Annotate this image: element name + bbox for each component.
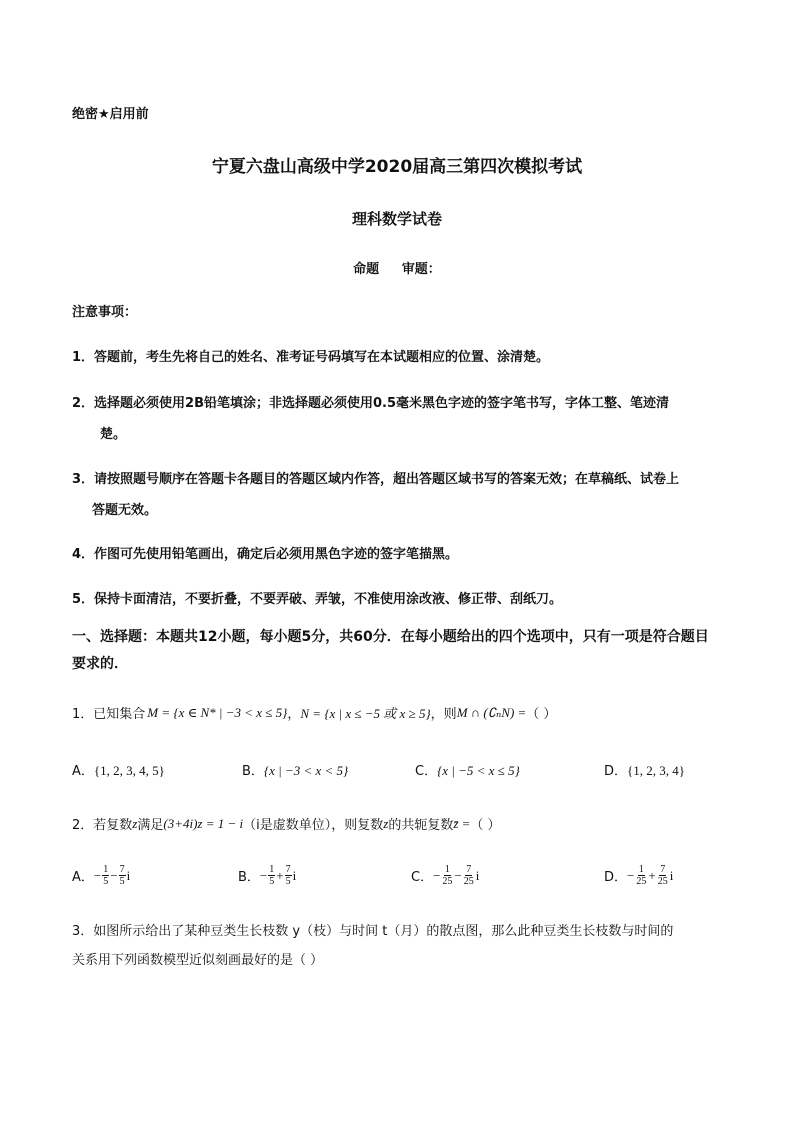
q1-blank: （ ）	[526, 707, 557, 722]
option-label: C．	[415, 764, 438, 779]
option-text: {x | −3 < x < 5}	[263, 763, 349, 778]
q2-option-d[interactable]	[604, 864, 673, 887]
fraction	[268, 864, 275, 887]
q1-option-b[interactable]	[242, 760, 348, 779]
q1-set-m: M = {x ∈ N* | −3 < x ≤ 5}	[147, 704, 288, 720]
denominator: 25	[442, 876, 453, 887]
option-label: A．	[72, 870, 94, 885]
question-1-stem	[72, 703, 556, 722]
numerator: 1	[103, 864, 109, 875]
option-label: A．	[72, 764, 94, 779]
q1-expression: M ∩ (∁ₙN) =	[456, 704, 527, 720]
question-3-stem: 3．如图所示给出了某种豆类生长枝数 y（枝）与时间 t（月）的散点图，那么此种豆类生长枝数与时间的	[72, 924, 674, 939]
q1-option-d[interactable]	[604, 760, 685, 779]
numerator: 7	[466, 864, 472, 875]
section-heading-cont: 要求的．	[72, 656, 128, 672]
q2-text: 满足	[137, 818, 164, 833]
imaginary-unit: i	[126, 867, 131, 883]
numerator: 7	[119, 864, 125, 875]
q1-text: ，则	[430, 707, 457, 722]
exam-title: 宁夏六盘山高级中学2020届高三第四次模拟考试	[211, 157, 583, 177]
sign: −	[93, 867, 102, 883]
q1-sep: ，	[287, 707, 301, 722]
question-2-stem	[72, 814, 501, 833]
fraction	[119, 864, 126, 887]
fraction	[102, 864, 109, 887]
sign: +	[648, 867, 656, 883]
denominator: 25	[636, 876, 647, 887]
q2-var-z: z	[383, 815, 389, 831]
numerator: 1	[444, 864, 450, 875]
q2-equation: (3+4i)z = 1 − i	[163, 815, 244, 831]
notes-heading: 注意事项：	[72, 305, 138, 320]
section-heading: 一、选择题：本题共12小题，每小题5分，共60分．在每小题给出的四个选项中，只有一项是符合题目	[72, 629, 709, 645]
fraction	[285, 864, 292, 887]
q1-option-c[interactable]	[415, 760, 520, 779]
q2-blank: （ ）	[470, 818, 501, 833]
note-item: 3．请按照题号顺序在答题卡各题目的答题区域内作答，超出答题区域书写的答案无效；在草稿纸、试卷上	[72, 472, 680, 487]
q2-text: 的共轭复数	[388, 818, 454, 833]
author-line: 命题 审题：	[353, 262, 441, 277]
option-label: D．	[604, 870, 628, 885]
option-label: B．	[238, 870, 260, 885]
exam-subtitle: 理科数学试卷	[351, 210, 442, 228]
numerator: 1	[638, 864, 644, 875]
note-item: 5．保持卡面清洁，不要折叠，不要弄破、弄皱，不准使用涂改液、修正带、刮纸刀。	[72, 592, 563, 607]
option-label: D．	[604, 764, 628, 779]
denominator: 25	[463, 876, 474, 887]
note-item: 1．答题前，考生先将自己的姓名、准考证号码填写在本试题相应的位置、涂清楚。	[72, 350, 550, 365]
numerator: 7	[660, 864, 666, 875]
denominator: 25	[657, 876, 668, 887]
q2-conjugate: z̄ =	[453, 815, 471, 831]
option-label: B．	[242, 764, 264, 779]
option-label: C．	[411, 870, 434, 885]
sign: +	[276, 867, 284, 883]
question-3-stem-cont: 关系用下列函数模型近似刻画最好的是（ ）	[72, 953, 324, 968]
q1-option-a[interactable]	[72, 760, 165, 779]
sign: −	[110, 867, 118, 883]
note-item-cont: 楚。	[100, 427, 127, 442]
q2-option-a[interactable]	[72, 864, 130, 887]
q2-option-c[interactable]	[411, 864, 479, 887]
sign: −	[627, 867, 635, 883]
fraction	[441, 864, 453, 887]
numerator: 7	[285, 864, 291, 875]
q2-var-z: z	[132, 815, 138, 831]
denominator: 5	[119, 876, 125, 887]
secret-label: 绝密★启用前	[72, 107, 149, 122]
fraction	[635, 864, 647, 887]
fraction	[463, 864, 475, 887]
sign: −	[454, 867, 462, 883]
numerator: 1	[269, 864, 275, 875]
note-item: 2．选择题必须使用2B铅笔填涂；非选择题必须使用0.5毫米黑色字迹的签字笔书写，字体工整、笔迹清	[72, 396, 670, 411]
option-text: {1, 2, 3, 4}	[627, 763, 685, 778]
note-item: 4．作图可先使用铅笔画出，确定后必须用黑色字迹的签字笔描黑。	[72, 547, 459, 562]
option-text: {1, 2, 3, 4, 5}	[93, 763, 165, 778]
note-item-cont: 答题无效。	[92, 503, 158, 518]
sign: −	[433, 867, 441, 883]
option-text: {x | −5 < x ≤ 5}	[437, 763, 520, 778]
imaginary-unit: i	[475, 867, 480, 883]
fraction	[657, 864, 669, 887]
imaginary-unit: i	[292, 867, 297, 883]
imaginary-unit: i	[669, 867, 674, 883]
q1-set-n: N = {x | x ≤ −5 或 x ≥ 5}	[300, 706, 431, 721]
denominator: 5	[285, 876, 291, 887]
denominator: 5	[269, 876, 275, 887]
q1-text: 1．已知集合	[72, 707, 146, 722]
q2-text: （i是虚数单位），则复数	[243, 818, 384, 833]
q2-text: 2．若复数	[72, 818, 133, 833]
q2-option-b[interactable]	[238, 864, 296, 887]
denominator: 5	[103, 876, 109, 887]
sign: −	[259, 867, 268, 883]
